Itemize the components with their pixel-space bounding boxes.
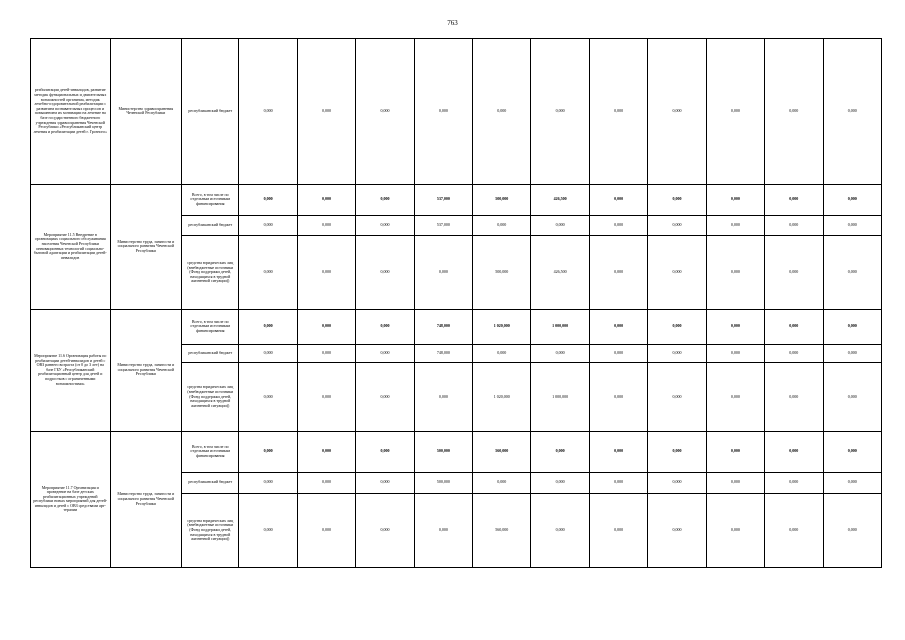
amount-cell: 0,000 bbox=[765, 493, 823, 567]
amount-cell: 537,000 bbox=[414, 184, 472, 215]
amount-cell: 0,000 bbox=[706, 309, 764, 344]
amount-cell: 0,000 bbox=[297, 431, 355, 472]
amount-cell: 537,000 bbox=[414, 215, 472, 236]
table-row bbox=[31, 39, 882, 185]
amount-cell: 0,000 bbox=[531, 344, 589, 363]
amount-cell: 0,000 bbox=[823, 431, 882, 472]
amount-cell: 0,000 bbox=[706, 236, 764, 309]
amount-cell: 0,000 bbox=[706, 363, 764, 431]
amount-cell: 560,000 bbox=[473, 431, 531, 472]
amount-cell: 748,000 bbox=[414, 309, 472, 344]
funding-source-cell: средства юридических лиц (внебюджетные источники (Фонд поддержки детей, находящихся в трудной жизненной ситуации)) bbox=[182, 493, 239, 567]
amount-cell: 0,000 bbox=[239, 493, 297, 567]
amount-cell: 0,000 bbox=[239, 236, 297, 309]
amount-cell: 0,000 bbox=[531, 493, 589, 567]
funding-source-cell: республиканский бюджет bbox=[182, 215, 239, 236]
amount-cell: 0,000 bbox=[297, 215, 355, 236]
amount-cell: 0,000 bbox=[589, 39, 647, 185]
amount-cell: 0,000 bbox=[356, 493, 414, 567]
funding-source-cell: Всего, в том числе по отдельным источникам финансирования bbox=[182, 184, 239, 215]
amount-cell: 0,000 bbox=[239, 184, 297, 215]
amount-cell: 0,000 bbox=[648, 493, 706, 567]
amount-cell: 0,000 bbox=[765, 39, 823, 185]
amount-cell: 0,000 bbox=[356, 309, 414, 344]
amount-cell: 0,000 bbox=[765, 309, 823, 344]
amount-cell: 0,000 bbox=[648, 472, 706, 493]
amount-cell: 0,000 bbox=[765, 431, 823, 472]
amount-cell: 0,000 bbox=[297, 236, 355, 309]
amount-cell: 0,000 bbox=[356, 236, 414, 309]
activity-cell: реабилитации детей-инвалидов, развитие методик функциональных и двигательных возможностей организма, методик лечебно-оздоровительной реабилитации с развитием познавательных процессов и повышением их мотивации на лечение на базе государственного бюджетного учреждения здравоохранения Чеченской Республики «Республиканский центр лечения и реабилитации детей г. Грозного» bbox=[31, 39, 111, 185]
amount-cell: 0,000 bbox=[648, 309, 706, 344]
amount-cell: 0,000 bbox=[823, 344, 882, 363]
amount-cell: 0,000 bbox=[356, 431, 414, 472]
amount-cell: 0,000 bbox=[823, 215, 882, 236]
table-row bbox=[31, 309, 882, 344]
amount-cell: 0,000 bbox=[765, 236, 823, 309]
amount-cell: 0,000 bbox=[765, 363, 823, 431]
amount-cell: 0,000 bbox=[589, 344, 647, 363]
activity-cell: Мероприятие 11.7 Организация и проведение на базе детских реабилитационных учреждений республики новых мероприятий для детей-инвалидов и детей с ОВЗ средствами арт-терапии bbox=[31, 431, 111, 567]
amount-cell: 0,000 bbox=[239, 472, 297, 493]
funding-source-cell: республиканский бюджет bbox=[182, 344, 239, 363]
amount-cell: 0,000 bbox=[531, 215, 589, 236]
amount-cell: 426,500 bbox=[531, 236, 589, 309]
amount-cell: 0,000 bbox=[239, 431, 297, 472]
amount-cell: 560,000 bbox=[473, 493, 531, 567]
amount-cell: 0,000 bbox=[531, 39, 589, 185]
amount-cell: 0,000 bbox=[297, 493, 355, 567]
funding-source-cell: Всего, в том числе по отдельным источникам финансирования bbox=[182, 431, 239, 472]
amount-cell: 0,000 bbox=[531, 472, 589, 493]
amount-cell: 0,000 bbox=[356, 472, 414, 493]
executor-cell: Министерство здравоохранения Чеченской Республики bbox=[110, 39, 182, 185]
amount-cell: 0,000 bbox=[239, 363, 297, 431]
amount-cell: 0,000 bbox=[297, 363, 355, 431]
amount-cell: 0,000 bbox=[239, 215, 297, 236]
amount-cell: 0,000 bbox=[823, 236, 882, 309]
amount-cell: 0,000 bbox=[356, 39, 414, 185]
amount-cell: 0,000 bbox=[648, 39, 706, 185]
amount-cell: 500,000 bbox=[473, 236, 531, 309]
amount-cell: 0,000 bbox=[356, 363, 414, 431]
amount-cell: 0,000 bbox=[765, 344, 823, 363]
amount-cell: 0,000 bbox=[589, 215, 647, 236]
amount-cell: 0,000 bbox=[297, 344, 355, 363]
amount-cell: 0,000 bbox=[589, 184, 647, 215]
amount-cell: 0,000 bbox=[297, 472, 355, 493]
amount-cell: 0,000 bbox=[706, 472, 764, 493]
page-number: 763 bbox=[447, 19, 458, 27]
amount-cell: 0,000 bbox=[589, 363, 647, 431]
amount-cell: 0,000 bbox=[297, 184, 355, 215]
activity-cell: Мероприятие 11.5 Внедрение в организациях социального обслуживания населения Чеченской Республики инновационных технологий социально-бытовой адаптации и реабилитации детей-инвалидов bbox=[31, 184, 111, 309]
amount-cell: 0,000 bbox=[823, 493, 882, 567]
amount-cell: 0,000 bbox=[823, 39, 882, 185]
amount-cell: 0,000 bbox=[648, 344, 706, 363]
amount-cell: 0,000 bbox=[297, 309, 355, 344]
amount-cell: 0,000 bbox=[414, 236, 472, 309]
amount-cell: 0,000 bbox=[589, 472, 647, 493]
table-row bbox=[31, 184, 882, 215]
amount-cell: 0,000 bbox=[706, 39, 764, 185]
amount-cell: 1 000,000 bbox=[531, 363, 589, 431]
amount-cell: 1 000,000 bbox=[531, 309, 589, 344]
amount-cell: 0,000 bbox=[356, 184, 414, 215]
funding-source-cell: Всего, в том числе по отдельным источникам финансирования bbox=[182, 309, 239, 344]
amount-cell: 0,000 bbox=[414, 39, 472, 185]
amount-cell: 0,000 bbox=[356, 215, 414, 236]
funding-source-cell: средства юридических лиц (внебюджетные источники (Фонд поддержки детей, находящихся в трудной жизненной ситуации)) bbox=[182, 236, 239, 309]
table-row bbox=[31, 431, 882, 472]
amount-cell: 0,000 bbox=[239, 344, 297, 363]
amount-cell: 0,000 bbox=[414, 493, 472, 567]
amount-cell: 0,000 bbox=[473, 215, 531, 236]
amount-cell: 0,000 bbox=[589, 431, 647, 472]
amount-cell: 0,000 bbox=[706, 431, 764, 472]
amount-cell: 0,000 bbox=[589, 309, 647, 344]
amount-cell: 0,000 bbox=[823, 363, 882, 431]
amount-cell: 748,000 bbox=[414, 344, 472, 363]
amount-cell: 0,000 bbox=[706, 184, 764, 215]
amount-cell: 500,000 bbox=[414, 431, 472, 472]
amount-cell: 1 020,000 bbox=[473, 363, 531, 431]
amount-cell: 0,000 bbox=[765, 215, 823, 236]
funding-source-cell: средства юридических лиц (внебюджетные источники (Фонд поддержки детей, находящихся в трудной жизненной ситуации)) bbox=[182, 363, 239, 431]
amount-cell: 0,000 bbox=[823, 309, 882, 344]
amount-cell: 0,000 bbox=[473, 39, 531, 185]
amount-cell: 0,000 bbox=[648, 363, 706, 431]
funding-source-cell: республиканский бюджет bbox=[182, 472, 239, 493]
amount-cell: 0,000 bbox=[589, 493, 647, 567]
amount-cell: 0,000 bbox=[706, 215, 764, 236]
amount-cell: 0,000 bbox=[648, 236, 706, 309]
amount-cell: 0,000 bbox=[648, 215, 706, 236]
amount-cell: 0,000 bbox=[531, 431, 589, 472]
amount-cell: 0,000 bbox=[414, 363, 472, 431]
executor-cell: Министерство труда, занятости и социального развития Чеченской Республики bbox=[110, 184, 182, 309]
amount-cell: 0,000 bbox=[823, 472, 882, 493]
amount-cell: 0,000 bbox=[473, 472, 531, 493]
amount-cell: 500,000 bbox=[473, 184, 531, 215]
executor-cell: Министерство труда, занятости и социального развития Чеченской Республики bbox=[110, 309, 182, 431]
amount-cell: 0,000 bbox=[239, 309, 297, 344]
amount-cell: 0,000 bbox=[765, 184, 823, 215]
amount-cell: 0,000 bbox=[648, 431, 706, 472]
amount-cell: 1 020,000 bbox=[473, 309, 531, 344]
amount-cell: 0,000 bbox=[765, 472, 823, 493]
amount-cell: 0,000 bbox=[589, 236, 647, 309]
amount-cell: 0,000 bbox=[356, 344, 414, 363]
amount-cell: 500,000 bbox=[414, 472, 472, 493]
funding-source-cell: республиканский бюджет bbox=[182, 39, 239, 185]
amount-cell: 0,000 bbox=[706, 493, 764, 567]
budget-table bbox=[30, 38, 882, 568]
executor-cell: Министерство труда, занятости и социального развития Чеченской Республики bbox=[110, 431, 182, 567]
amount-cell: 0,000 bbox=[706, 344, 764, 363]
amount-cell: 0,000 bbox=[297, 39, 355, 185]
amount-cell: 426,500 bbox=[531, 184, 589, 215]
activity-cell: Мероприятие 11.6 Организация работы по реабилитации детей-инвалидов и детей с ОВЗ раннего возраста (от 0 до 3 лет) на базе ГБУ «Республиканский реабилитационный центр для детей и подростков с ограниченными возможностями» bbox=[31, 309, 111, 431]
amount-cell: 0,000 bbox=[823, 184, 882, 215]
amount-cell: 0,000 bbox=[473, 344, 531, 363]
amount-cell: 0,000 bbox=[239, 39, 297, 185]
amount-cell: 0,000 bbox=[648, 184, 706, 215]
